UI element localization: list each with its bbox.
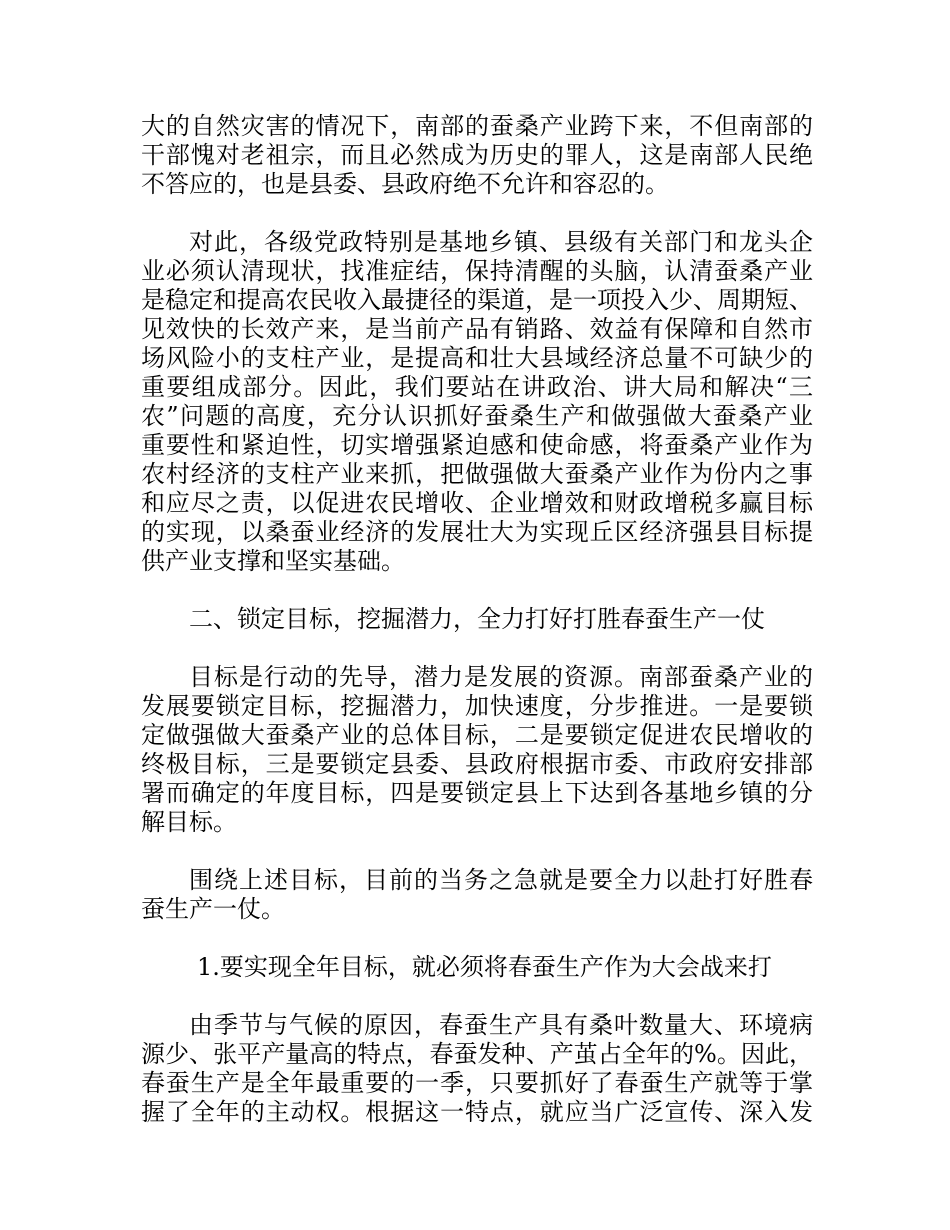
text-line: 蚕生产一仗。 [141, 895, 285, 923]
paragraph-1 [141, 112, 813, 199]
text-line: 春蚕生产是全年最重要的一季，只要抓好了春蚕生产就等于掌 [141, 1069, 813, 1097]
paragraph-2 [141, 228, 813, 576]
text-line: 定做强做大蚕桑产业的总体目标，二是要锁定促进农民增收的 [141, 721, 813, 749]
paragraph-gap [141, 837, 813, 866]
text-line: 源少、张平产量高的特点，春蚕发种、产茧占全年的%。因此， [141, 1040, 813, 1068]
text-line: 和应尽之责，以促进农民增收、企业增效和财政增税多赢目标 [141, 489, 813, 517]
text-line: 干部愧对老祖宗，而且必然成为历史的罪人，这是南部人民绝 [141, 141, 813, 169]
paragraph-gap [141, 576, 813, 605]
subsection-heading [141, 953, 813, 982]
text-line: 的实现，以桑蚕业经济的发展壮大为实现丘区经济强县目标提 [141, 518, 813, 546]
text-line: 握了全年的主动权。根据这一特点，就应当广泛宣传、深入发 [141, 1098, 813, 1126]
paragraph-3 [141, 663, 813, 837]
text-line: 见效快的长效产来，是当前产品有销路、效益有保障和自然市 [141, 315, 813, 343]
text-line: 署而确定的年度目标，四是要锁定县上下达到各基地乡镇的分 [141, 779, 813, 807]
text-line: 农”问题的高度，充分认识抓好蚕桑生产和做强做大蚕桑产业 [141, 402, 813, 430]
document-body [141, 112, 813, 1127]
text-line: 对此，各级党政特别是基地乡镇、县级有关部门和龙头企 [189, 228, 813, 256]
text-line: 围绕上述目标，目前的当务之急就是要全力以赴打好胜春 [189, 866, 813, 894]
text-line: 发展要锁定目标，挖掘潜力，加快速度，分步推进。一是要锁 [141, 692, 813, 720]
paragraph-5 [141, 1011, 813, 1127]
text-line: 重要性和紧迫性，切实增强紧迫感和使命感，将蚕桑产业作为 [141, 431, 813, 459]
text-line: 由季节与气候的原因，春蚕生产具有桑叶数量大、环境病 [189, 1011, 813, 1039]
subsection-heading-text: 1.要实现全年目标，就必须将春蚕生产作为大会战来打 [197, 953, 772, 981]
paragraph-4 [141, 866, 813, 924]
text-line: 场风险小的支柱产业，是提高和壮大县域经济总量不可缺少的 [141, 344, 813, 372]
text-line: 是稳定和提高农民收入最捷径的渠道，是一项投入少、周期短、 [141, 286, 813, 314]
text-line: 终极目标，三是要锁定县委、县政府根据市委、市政府安排部 [141, 750, 813, 778]
section-heading [141, 605, 813, 634]
paragraph-gap [141, 199, 813, 228]
paragraph-gap [141, 634, 813, 663]
text-line: 不答应的，也是县委、县政府绝不允许和容忍的。 [141, 170, 669, 198]
text-line: 目标是行动的先导，潜力是发展的资源。南部蚕桑产业的 [189, 663, 813, 691]
text-line: 解目标。 [141, 808, 237, 836]
text-line: 大的自然灾害的情况下，南部的蚕桑产业跨下来，不但南部的 [141, 112, 813, 140]
paragraph-gap [141, 982, 813, 1011]
text-line: 重要组成部分。因此，我们要站在讲政治、讲大局和解决“三 [141, 373, 813, 401]
text-line: 农村经济的支柱产业来抓，把做强做大蚕桑产业作为份内之事 [141, 460, 813, 488]
text-line: 业必须认清现状，找准症结，保持清醒的头脑，认清蚕桑产业 [141, 257, 813, 285]
section-heading-text: 二、锁定目标，挖掘潜力，全力打好打胜春蚕生产一仗 [189, 605, 765, 633]
text-line: 供产业支撑和坚实基础。 [141, 547, 405, 575]
paragraph-gap [141, 924, 813, 953]
